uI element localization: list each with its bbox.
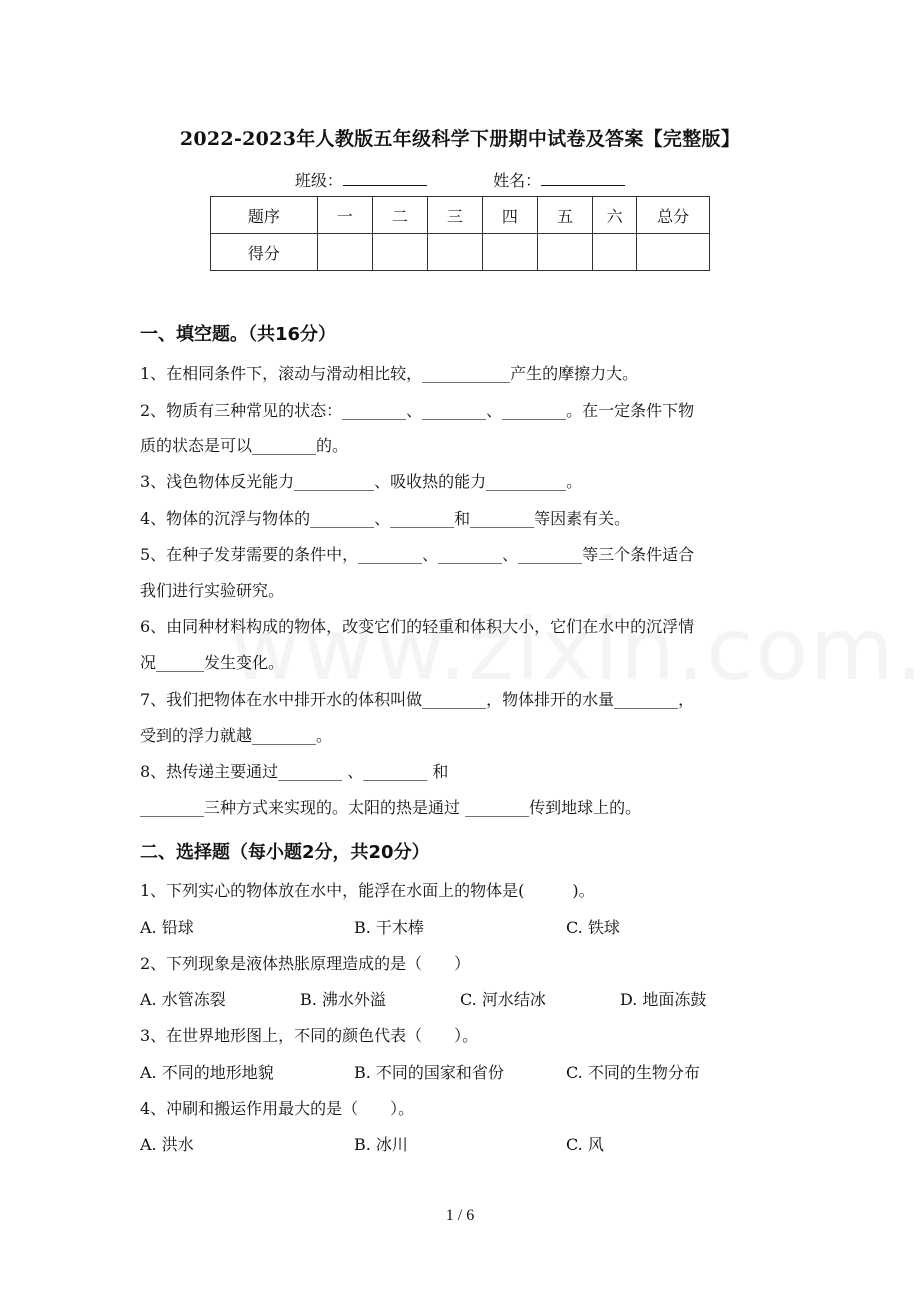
choice-option: D. 地面冻鼓: [620, 990, 707, 1009]
choice-option: C. 河水结冰: [460, 990, 546, 1009]
name-label: 姓名：: [493, 171, 542, 190]
score-header-cell: 五: [537, 197, 592, 234]
choice-question: 4、冲刷和搬运作用最大的是（ ）。: [140, 1099, 415, 1118]
score-cell[interactable]: [637, 234, 710, 271]
page-title: 2022-2023年人教版五年级科学下册期中试卷及答案【完整版】: [179, 128, 741, 150]
choice-option: C. 风: [566, 1135, 604, 1154]
choice-option: A. 铅球: [140, 918, 194, 937]
student-info: [0, 168, 920, 191]
question-line: 8、热传递主要通过________ 、________ 和: [140, 762, 449, 781]
question-line: 质的状态是可以________的。: [140, 436, 349, 455]
question-line: 2、物质有三种常见的状态：________、________、________。在一定条件下物: [140, 401, 695, 420]
score-cell[interactable]: [537, 234, 592, 271]
name-blank[interactable]: [541, 171, 625, 186]
score-header-cell: 三: [427, 197, 482, 234]
choice-question: 2、下列现象是液体热胀原理造成的是（ ）: [140, 954, 471, 973]
choice-question: 3、在世界地形图上，不同的颜色代表（ ）。: [140, 1026, 479, 1045]
question-line: 受到的浮力就越________。: [140, 726, 333, 745]
score-header-cell: 二: [372, 197, 427, 234]
score-cell[interactable]: [317, 234, 372, 271]
choice-option: A. 不同的地形地貌: [140, 1063, 274, 1082]
question-line: 7、我们把物体在水中排开水的体积叫做________，物体排开的水量________，: [140, 690, 695, 709]
question-line: 况______发生变化。: [140, 653, 285, 672]
choice-option: B. 干木棒: [354, 918, 424, 937]
question-line: 1、在相同条件下，滚动与滑动相比较，___________产生的摩擦力大。: [140, 364, 639, 383]
question-line: 4、物体的沉浮与物体的________、________和________等因素有关。: [140, 509, 631, 528]
score-row-label: 得分: [211, 234, 318, 271]
choice-question: 1、下列实心的物体放在水中，能浮在水面上的物体是( )。: [140, 881, 595, 900]
score-table-score-row: [211, 234, 710, 271]
score-cell[interactable]: [482, 234, 537, 271]
score-cell[interactable]: [427, 234, 482, 271]
score-header-cell: 六: [593, 197, 637, 234]
section-heading-fill-blank: 一、填空题。（共16分）: [140, 324, 337, 345]
section-heading-multiple-choice: 二、选择题（每小题2分，共20分）: [140, 842, 430, 863]
question-line: 5、在种子发芽需要的条件中，________、________、________等三个条件适合: [140, 545, 695, 564]
score-cell[interactable]: [372, 234, 427, 271]
choice-option: A. 洪水: [140, 1135, 194, 1154]
choice-option: A. 水管冻裂: [140, 990, 226, 1009]
score-table-header-row: [211, 197, 710, 234]
question-line: 3、浅色物体反光能力__________、吸收热的能力__________。: [140, 472, 583, 491]
question-line: ________三种方式来实现的。太阳的热是通过 ________传到地球上的。: [140, 798, 642, 817]
choice-option: B. 不同的国家和省份: [354, 1063, 504, 1082]
page-number: 1 / 6: [445, 1207, 475, 1224]
score-table: [210, 196, 710, 271]
choice-option: B. 沸水外溢: [300, 990, 386, 1009]
choice-option: C. 不同的生物分布: [566, 1063, 700, 1082]
watermark: [230, 600, 920, 700]
class-blank[interactable]: [343, 171, 427, 186]
score-header-cell: 一: [317, 197, 372, 234]
question-line: 6、由同种材料构成的物体，改变它们的轻重和体积大小，它们在水中的沉浮情: [140, 617, 695, 636]
question-line: 我们进行实验研究。: [140, 581, 285, 600]
score-header-cell: 四: [482, 197, 537, 234]
score-cell[interactable]: [593, 234, 637, 271]
choice-option: B. 冰川: [354, 1135, 408, 1154]
score-header-cell: 题序: [211, 197, 318, 234]
score-header-cell: 总分: [637, 197, 710, 234]
choice-option: C. 铁球: [566, 918, 620, 937]
class-label: 班级：: [294, 171, 343, 190]
